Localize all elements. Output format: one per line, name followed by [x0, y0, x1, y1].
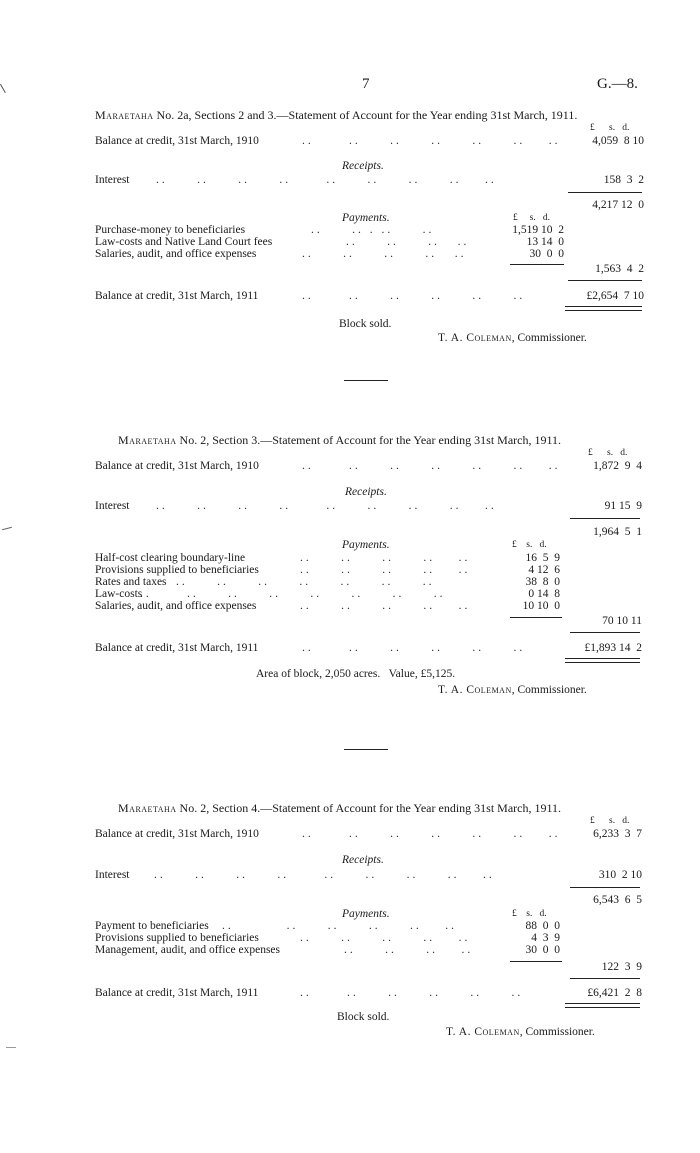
payment-amount: 38 8 0: [525, 576, 560, 588]
statement-title-name: Maraetaha: [95, 108, 154, 122]
pence-header: d.: [539, 909, 547, 919]
signature: [438, 684, 587, 696]
pound-header: £: [512, 909, 517, 919]
payment-label: Management, audit, and office expenses: [95, 944, 280, 956]
signature: [438, 332, 587, 344]
double-rule: [565, 658, 640, 663]
statement-title: [118, 433, 561, 448]
shilling-header: s.: [609, 816, 616, 826]
shilling-header: s.: [526, 909, 533, 919]
payment-label: Rates and taxes: [95, 576, 167, 588]
leader-dots: .. .. .. .. .. .. ..: [302, 135, 561, 147]
closing-balance-amount: £2,654 7 10: [586, 290, 644, 302]
signature-title: , Commissioner.: [511, 684, 587, 696]
payments-currency-header: [512, 540, 547, 550]
receipts-heading: Receipts.: [342, 160, 384, 172]
statement-note: Block sold.: [337, 1011, 390, 1023]
payment-label: Salaries, audit, and office expenses: [95, 600, 257, 612]
statement-title-name: Maraetaha: [118, 801, 177, 815]
opening-balance-label: Balance at credit, 31st March, 1910: [95, 460, 259, 472]
receipts-heading: Receipts.: [345, 486, 387, 498]
document-reference: G.—8.: [597, 76, 638, 92]
leader-dots: .. .. .. .. .. .. .. .. ..: [156, 500, 497, 512]
statement-title: [118, 801, 561, 816]
currency-header: [588, 448, 627, 458]
sum-rule: [510, 617, 562, 618]
pound-header: £: [588, 448, 593, 458]
signature-name: T. A. Coleman: [438, 332, 512, 344]
subtotal-amount: 4,217 12 0: [592, 199, 644, 211]
payment-label: Half-cost clearing boundary-line: [95, 552, 246, 564]
closing-balance-label: Balance at credit, 31st March, 1911: [95, 987, 259, 999]
leader-dots: .. .. .. .. .. ..: [300, 987, 524, 999]
interest-amount: 310 2 10: [598, 869, 642, 881]
payment-amount: 13 14 0: [526, 236, 564, 248]
payment-amount: 16 5 9: [525, 552, 560, 564]
interest-amount: 91 15 9: [604, 500, 642, 512]
statement-title: [95, 108, 577, 123]
sum-rule: [570, 887, 640, 888]
section-divider: [344, 380, 388, 381]
opening-balance-amount: 6,233 3 7: [593, 828, 642, 840]
signature: [446, 1026, 595, 1038]
closing-balance-amount: £1,893 14 2: [584, 642, 642, 654]
payment-label: Purchase-money to beneficiaries: [95, 224, 246, 236]
leader-dots: .. .. .. .. .. .. .. ..: [140, 588, 446, 600]
pound-header: £: [590, 123, 595, 133]
signature-name: T. A. Coleman: [438, 684, 512, 696]
leader-dots: .. .. .. ..: [344, 944, 474, 956]
pound-header: £: [513, 213, 518, 223]
pence-header: d.: [620, 448, 628, 458]
sum-rule: [510, 961, 562, 962]
pence-header: d.: [539, 540, 547, 550]
payments-heading: Payments.: [342, 908, 390, 920]
leader-dots: .. .. .. .. ..: [300, 564, 471, 576]
payment-amount: 1,519 10 2: [512, 224, 564, 236]
payments-total: 1,563 4 2: [595, 263, 644, 275]
scan-mark: [0, 81, 11, 93]
leader-dots: .. .. .. .. ..: [300, 600, 471, 612]
shilling-header: s.: [609, 123, 616, 133]
statement-title-rest: No. 2, Section 4.—Statement of Account for the Year ending 31st March, 1911.: [179, 801, 562, 815]
closing-balance-label: Balance at credit, 31st March, 1911: [95, 642, 259, 654]
leader-dots: .. .. .. .. .. .. ..: [302, 460, 561, 472]
payment-label: Law-costs: [95, 588, 143, 600]
closing-balance-label: Balance at credit, 31st March, 1911: [95, 290, 259, 302]
leader-dots: .. .. .. .. .. ..: [222, 920, 457, 932]
pound-header: £: [512, 540, 517, 550]
leader-dots: .. .. .. .. ..: [300, 552, 471, 564]
pound-header: £: [590, 816, 595, 826]
payment-amount: 30 0 0: [529, 248, 564, 260]
payments-heading: Payments.: [342, 212, 390, 224]
signature-title: , Commissioner.: [511, 332, 587, 344]
payments-currency-header: [513, 213, 550, 223]
payment-amount: 4 3 9: [531, 932, 560, 944]
leader-dots: .. .. .. .. .. ..: [302, 642, 526, 654]
payments-currency-header: [512, 909, 547, 919]
payment-label: Provisions supplied to beneficiaries: [95, 564, 259, 576]
leader-dots: .. .. .. .. .. .. ..: [302, 828, 561, 840]
sum-rule: [570, 518, 640, 519]
payment-label: Salaries, audit, and office expenses: [95, 248, 257, 260]
leader-dots: .. .. .. ..: [346, 236, 470, 248]
shilling-header: s.: [607, 448, 614, 458]
statement-note: Block sold.: [339, 318, 392, 330]
payment-amount: 10 10 0: [522, 600, 560, 612]
leader-dots: .. .. .. .. .. .. .. .. ..: [156, 174, 497, 186]
interest-label: Interest: [95, 500, 130, 512]
pence-header: d.: [622, 816, 630, 826]
payment-amount: 0 14 8: [528, 588, 560, 600]
subtotal-amount: 6,543 6 5: [593, 894, 642, 906]
payments-heading: Payments.: [342, 539, 390, 551]
sum-rule: [570, 632, 640, 633]
payment-label: Payment to beneficiaries: [95, 920, 209, 932]
payments-total: 122 3 9: [601, 961, 642, 973]
leader-dots: .. .. .. .. .. .. .. .. ..: [154, 869, 495, 881]
payment-label: Law-costs and Native Land Court fees: [95, 236, 273, 248]
opening-balance-label: Balance at credit, 31st March, 1910: [95, 135, 259, 147]
payment-amount: 88 0 0: [525, 920, 560, 932]
leader-dots: .. .. .. .. .. ..: [302, 290, 526, 302]
shilling-header: s.: [526, 540, 533, 550]
payments-total: 70 10 11: [602, 615, 642, 627]
interest-label: Interest: [95, 869, 130, 881]
scan-mark: [2, 527, 12, 531]
leader-dots: .. .. .. .. ..: [300, 932, 471, 944]
pence-header: d.: [542, 213, 550, 223]
signature-name: T. A. Coleman: [446, 1026, 520, 1038]
statement-title-rest: No. 2a, Sections 2 and 3.—Statement of Account for the Year ending 31st March, 1911.: [156, 108, 578, 122]
opening-balance-label: Balance at credit, 31st March, 1910: [95, 828, 259, 840]
statement-note: Area of block, 2,050 acres. Value, £5,125.: [256, 668, 456, 680]
section-divider: [344, 749, 388, 750]
currency-header: [590, 123, 629, 133]
leader-dots: .. .. .. .. .. .. ..: [176, 576, 435, 588]
currency-header: [590, 816, 629, 826]
page-number: 7: [362, 76, 370, 92]
sum-rule: [568, 192, 642, 193]
payment-amount: 30 0 0: [525, 944, 560, 956]
closing-balance-amount: £6,421 2 8: [587, 987, 642, 999]
sum-rule: [510, 264, 564, 265]
subtotal-amount: 1,964 5 1: [593, 526, 642, 538]
sum-rule: [568, 280, 642, 281]
double-rule: [565, 306, 642, 311]
leader-dots: .. .. .. .. ..: [302, 248, 467, 260]
shilling-header: s.: [529, 213, 536, 223]
double-rule: [565, 1003, 640, 1008]
statement-title-name: Maraetaha: [118, 433, 177, 447]
signature-title: , Commissioner.: [519, 1026, 595, 1038]
statement-title-rest: No. 2, Section 3.—Statement of Account for the Year ending 31st March, 1911.: [179, 433, 562, 447]
payment-label: Provisions supplied to beneficiaries: [95, 932, 259, 944]
leader-dots: .. .. . .. ..: [311, 224, 435, 236]
receipts-heading: Receipts.: [342, 854, 384, 866]
pence-header: d.: [622, 123, 630, 133]
interest-amount: 158 3 2: [603, 174, 644, 186]
sum-rule: [570, 978, 640, 979]
opening-balance-amount: 4,059 8 10: [592, 135, 644, 147]
interest-label: Interest: [95, 174, 130, 186]
opening-balance-amount: 1,872 9 4: [593, 460, 642, 472]
scan-mark: [6, 1047, 16, 1048]
payment-amount: 4 12 6: [528, 564, 560, 576]
